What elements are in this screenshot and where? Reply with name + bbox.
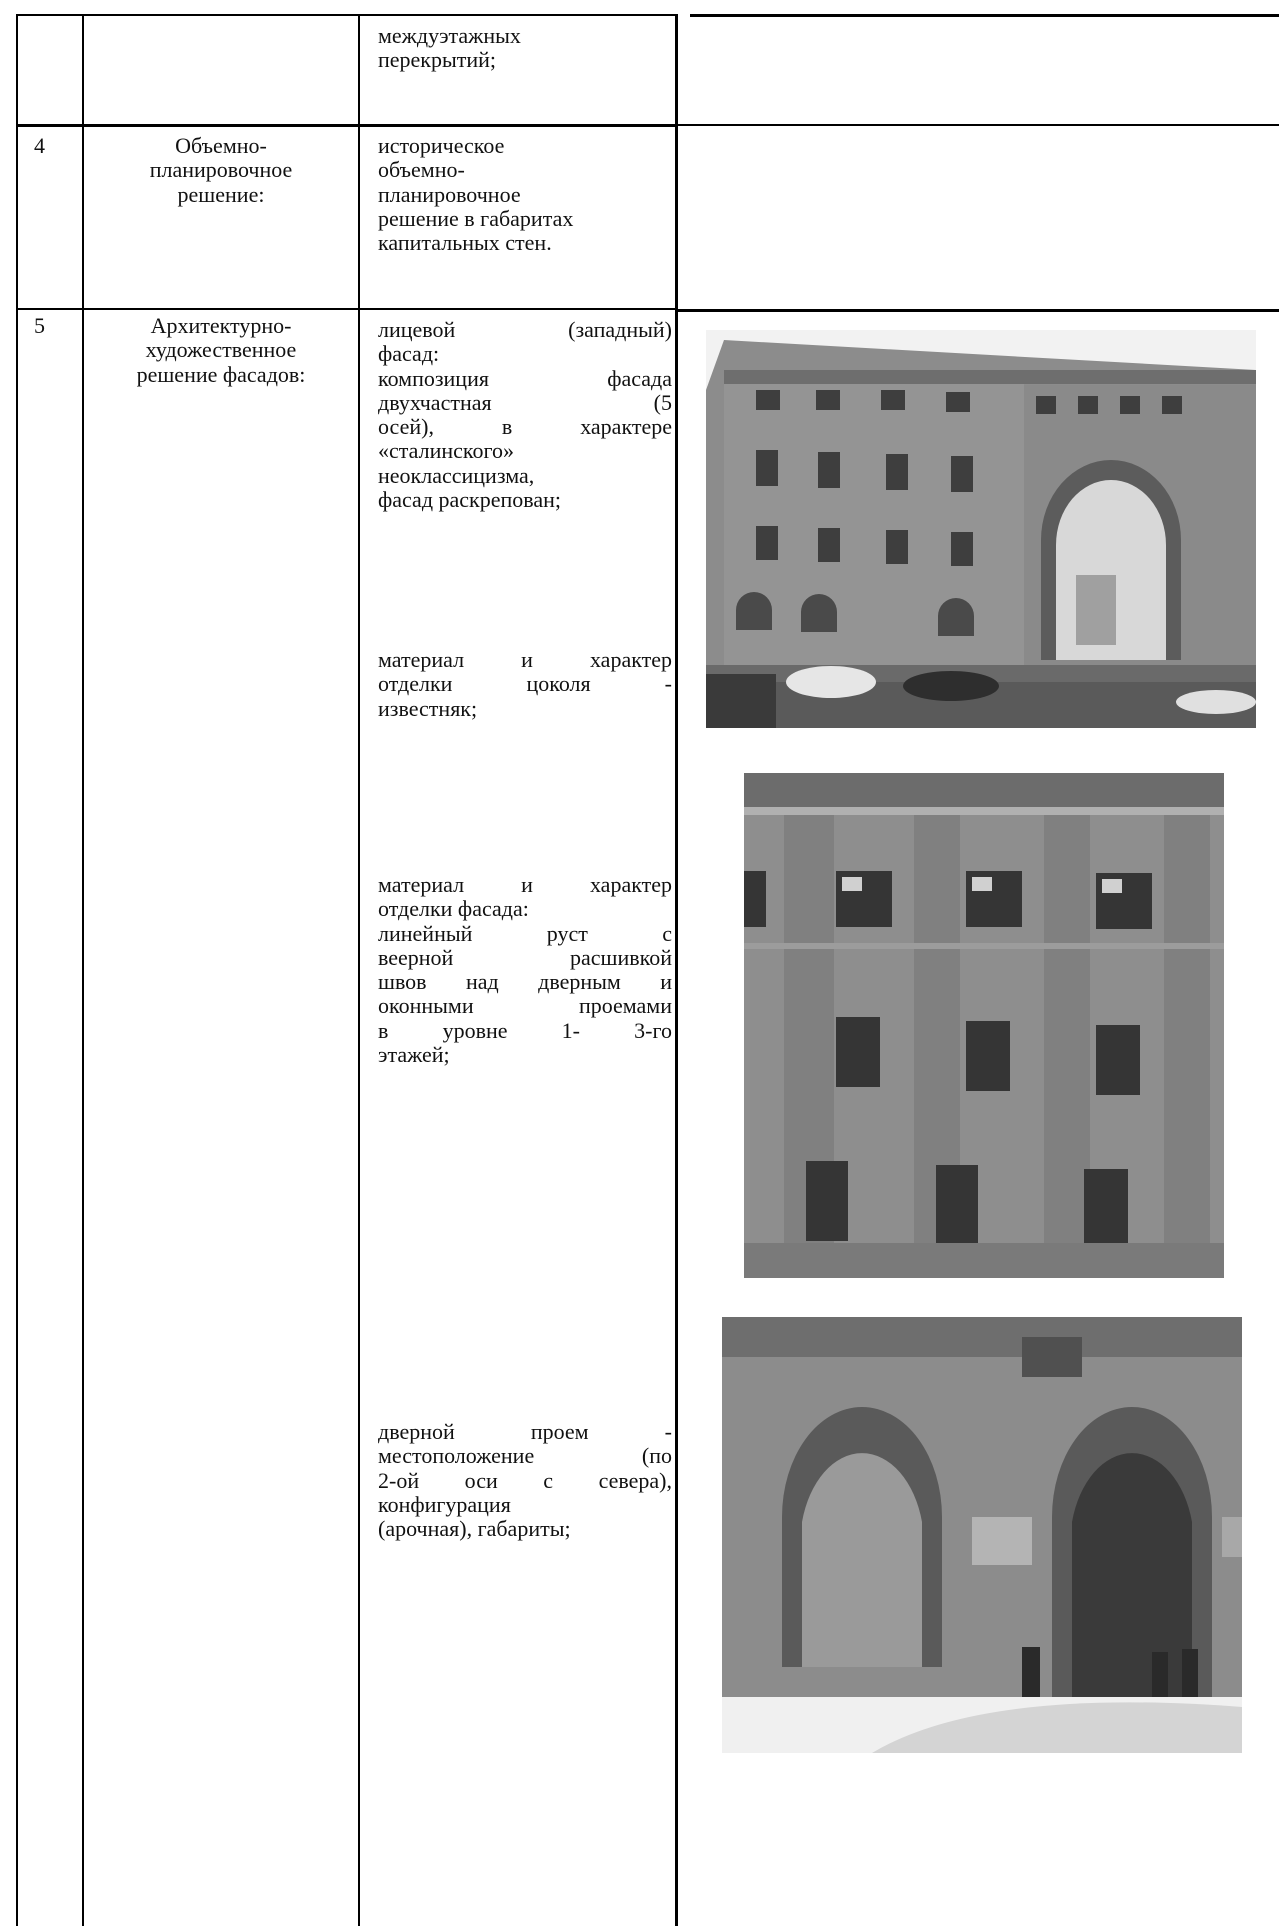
arched-doorway-photo: [722, 1317, 1242, 1753]
desc-line: местоположение (по: [378, 1443, 672, 1469]
table-top-line-right: [690, 14, 1279, 17]
desc-line: осей), в характере: [378, 414, 672, 440]
name-line: планировочное: [149, 157, 293, 183]
desc-line: оконными проемами: [378, 993, 672, 1019]
table-col-divider-2: [358, 14, 360, 1926]
desc-line: материал и характер: [378, 872, 672, 897]
row-separator-2-right: [675, 309, 1279, 312]
desc-line: 2-ой оси с севера),: [378, 1467, 672, 1493]
desc-line: капитальных стен.: [378, 230, 552, 256]
desc-line: историческое: [378, 133, 505, 158]
row-4-number: 4: [34, 133, 45, 158]
table-col-divider-3: [675, 14, 678, 1926]
desc-line: лицевой (западный): [378, 317, 672, 342]
desc-line: материал и характер: [378, 647, 672, 672]
row-separator-1-right: [675, 124, 1279, 126]
desc-line: объемно-: [378, 157, 465, 183]
name-line: Архитектурно-: [150, 313, 292, 338]
name-line: художественное: [145, 337, 297, 363]
desc-line: в уровне 1- 3-го: [378, 1017, 672, 1043]
desc-line: линейный руст с: [378, 920, 672, 946]
table-border-left: [16, 14, 18, 1926]
desc-line: композиция фасада: [378, 365, 672, 391]
name-line: решение фасадов:: [136, 361, 306, 387]
row-5-number: 5: [34, 313, 45, 338]
desc-line: отделки цоколя -: [378, 671, 672, 697]
desc-line: швов над дверным и: [378, 969, 672, 995]
rusticated-facade-windows-photo: [744, 773, 1224, 1278]
building-facade-with-arch-photo: [706, 330, 1256, 728]
desc-line: планировочное: [378, 181, 521, 207]
desc-line: двухчастная (5: [378, 389, 672, 415]
desc-line: перекрытий;: [378, 47, 497, 73]
doorway-text: [378, 1420, 672, 1541]
desc-line: «сталинского»: [378, 438, 514, 464]
desc-line: известняк;: [378, 695, 478, 721]
desc-line: (арочная), габариты;: [378, 1516, 571, 1542]
facade-finish-text: [378, 873, 672, 1067]
desc-line: фасад:: [378, 341, 440, 367]
desc-line: дверной проем -: [378, 1419, 672, 1444]
desc-line: конфигурация: [378, 1491, 511, 1517]
desc-line: неоклассицизма,: [378, 462, 535, 488]
row-5-name: [92, 314, 350, 387]
plinth-finish-text: [378, 648, 672, 721]
table-col-divider-1: [82, 14, 84, 1926]
row-4-name: [92, 134, 350, 207]
desc-line: этажей;: [378, 1042, 450, 1068]
row-separator-2: [16, 308, 677, 310]
facade-composition-text: [378, 318, 672, 512]
desc-line: междуэтажных: [378, 23, 521, 48]
row-1-description: [378, 24, 668, 73]
row-4-description: [378, 134, 670, 255]
desc-line: веерной расшивкой: [378, 944, 672, 970]
name-line: Объемно-: [175, 133, 267, 158]
table-top-line: [16, 14, 677, 16]
name-line: решение:: [177, 181, 265, 207]
desc-line: отделки фасада:: [378, 896, 529, 922]
desc-line: фасад раскрепован;: [378, 487, 562, 513]
desc-line: решение в габаритах: [378, 205, 574, 231]
row-separator-1: [16, 124, 677, 127]
